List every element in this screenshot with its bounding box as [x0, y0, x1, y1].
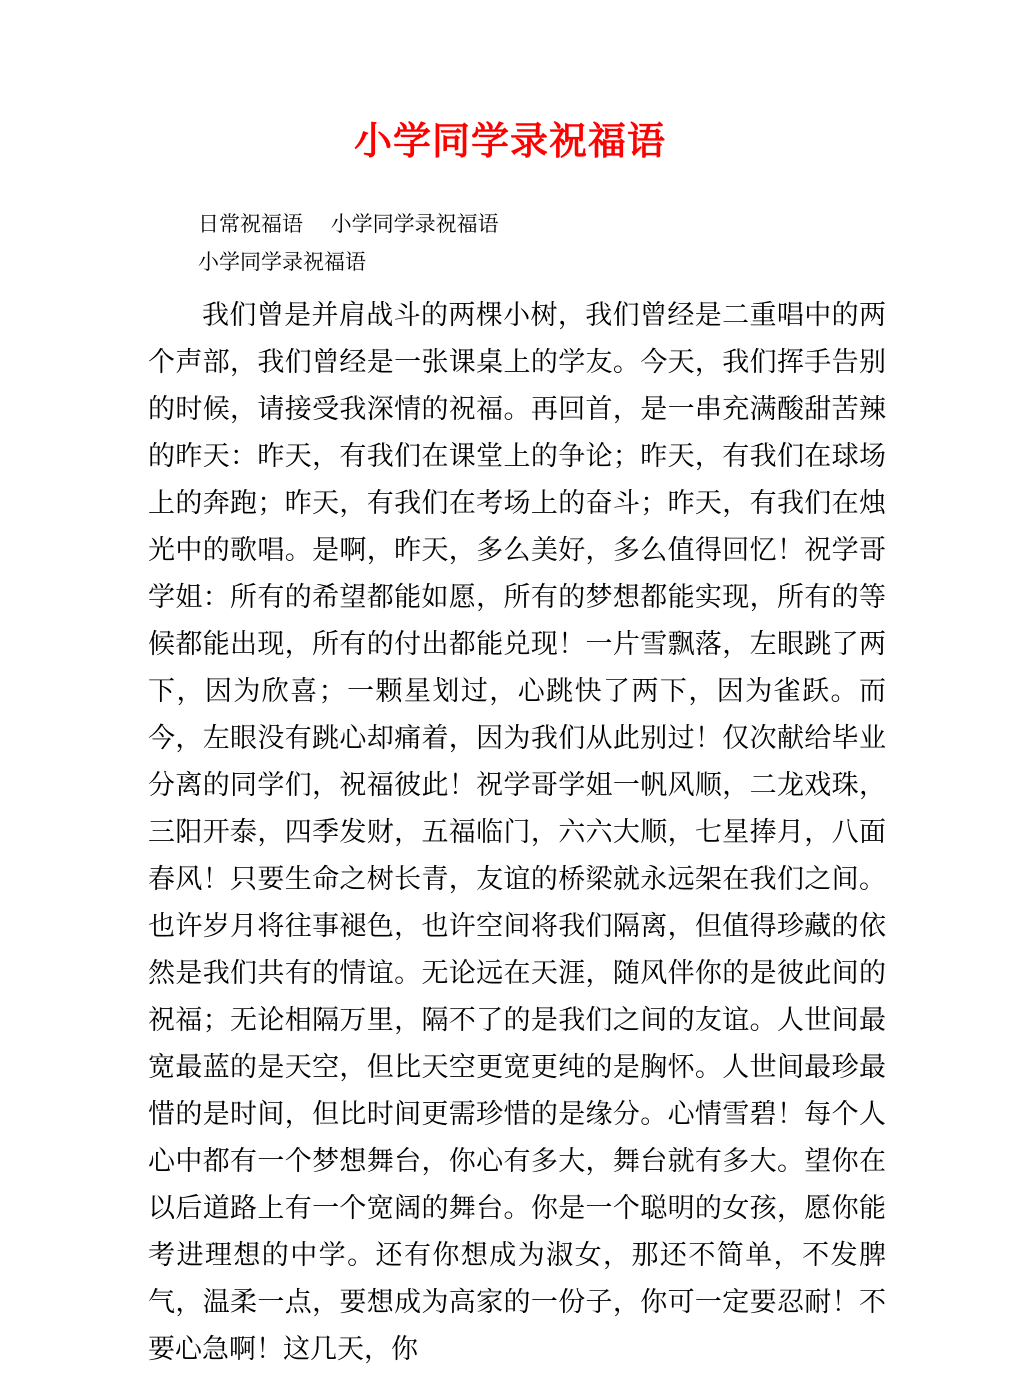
breadcrumb: 日常祝福语 小学同学录祝福语 — [198, 212, 499, 236]
document-body — [148, 292, 886, 1373]
body-paragraph: 我们曾是并肩战斗的两棵小树，我们曾经是二重唱中的两个声部，我们曾经是一张课桌上的学友。今天，我们挥手告别的时候，请接受我深情的祝福。再回首，是一串充满酸甜苦辣的昨天：昨天，有我们在课堂上的争论；昨天，有我们在球场上的奔跑；昨天，有我们在考场上的奋斗；昨天，有我们在烛光中的歌唱。是啊，昨天，多么美好，多么值得回忆！祝学哥学姐：所有的希望都能如愿，所有的梦想都能实现，所有的等候都能出现，所有的付出都能兑现！一片雪飘落，左眼跳了两下，因为欣喜；一颗星划过，心跳快了两下，因为雀跃。而今，左眼没有跳心却痛着，因为我们从此别过！仅次献给毕业分离的同学们，祝福彼此！祝学哥学姐一帆风顺，二龙戏珠，三阳开泰，四季发财，五福临门，六六大顺，七星捧月，八面春风！只要生命之树长青，友谊的桥梁就永远架在我们之间。也许岁月将往事褪色，也许空间将我们隔离，但值得珍藏的依然是我们共有的情谊。无论远在天涯，随风伴你的是彼此间的祝福；无论相隔万里，隔不了的是我们之间的友谊。人世间最宽最蓝的是天空，但比天空更宽更纯的是胸怀。人世间最珍最惜的是时间，但比时间更需珍惜的是缘分。心情雪碧！每个人心中都有一个梦想舞台，你心有多大，舞台就有多大。望你在以后道路上有一个宽阔的舞台。你是一个聪明的女孩，愿你能考进理想的中学。还有你想成为淑女，那还不简单，不发脾气，温柔一点，要想成为高家的一份子，你可一定要忍耐！不要心急啊！这几天，你 — [148, 300, 886, 1365]
page-title: 小学同学录祝福语 — [353, 119, 666, 163]
subtitle: 小学同学录祝福语 — [198, 250, 366, 274]
meta-header-block — [198, 205, 898, 281]
